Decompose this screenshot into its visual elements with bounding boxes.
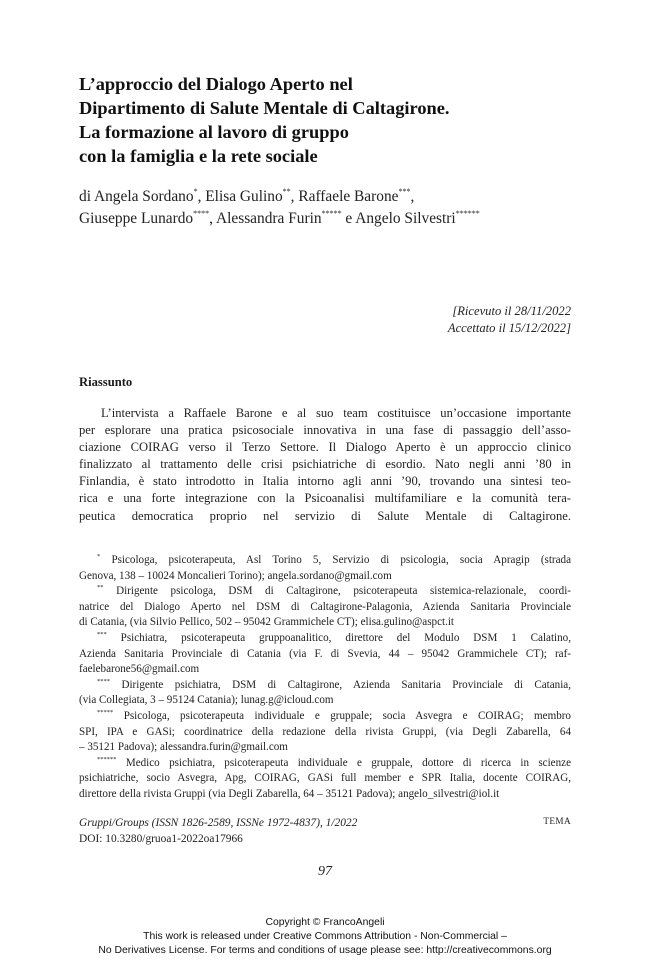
article-title	[79, 72, 579, 168]
author-footnotes	[79, 553, 571, 803]
author-conjunction: e	[341, 210, 356, 227]
footnote	[79, 756, 571, 803]
footnote-mark: ****	[97, 677, 110, 685]
footnote-line: Genova, 138 – 10024 Moncalieri Torino); angela.sordano@gmail.com	[79, 569, 392, 582]
abstract-body	[79, 405, 571, 525]
journal-citation: Gruppi/Groups (ISSN 1826-2589, ISSNe 1972-4837), 1/2022	[79, 817, 358, 829]
author-footnote-mark: **	[282, 187, 291, 196]
footnote	[79, 678, 571, 709]
footnote-line: Azienda Sanitaria Provinciale di Catania (via F. di Svevia, 44 – 95042 Grammichele CT); raf-	[79, 647, 571, 660]
author-line: Giuseppe Lunardo****, Alessandra Furin***** e Angelo Silvestri******	[79, 209, 480, 227]
footnote-line: SPI, IPA e GASi; coordinatrice della redazione della rivista Gruppi, (via Degli Zabarella, 64	[79, 725, 571, 738]
author-byline	[79, 186, 579, 230]
footnote-line: faelebarone56@gmail.com	[79, 663, 200, 676]
footnote-text: Psichiatra, psicoterapeuta gruppoanalitico, direttore del Modulo DSM 1 Calatino,	[120, 631, 571, 644]
author-footnote-mark: *****	[321, 209, 342, 218]
footnote-text: Medico psichiatra, psicoterapeuta individuale e gruppale, dottore di ricerca in scienze	[125, 756, 571, 769]
footnote-line	[79, 584, 571, 600]
abstract-heading: Riassunto	[79, 375, 133, 389]
abstract-line: finalizzato al trattamento delle crisi psichiatriche di esordio. Nato negli anni ’80 in	[79, 457, 571, 472]
title-line: con la famiglia e la rete sociale	[79, 146, 318, 166]
footnote-line	[79, 756, 571, 772]
title-line: Dipartimento di Salute Mentale di Caltagirone.	[79, 98, 450, 118]
author-name: Angela Sordano	[93, 188, 194, 205]
author-name: Giuseppe Lunardo	[79, 210, 194, 227]
footnote-text: Psicologa, psicoterapeuta, Asl Torino 5, Servizio di psicologia, socia Apragip (strada	[111, 554, 571, 566]
license-notice	[0, 916, 650, 957]
author-name: Alessandra Furin	[215, 210, 322, 227]
footnote-line: (via Collegiata, 3 – 95124 Catania); lunag.g@icloud.com	[79, 694, 334, 707]
author-footnote-mark: *	[193, 187, 198, 196]
footnote-line: psichiatriche, socio Asvegra, Apg, COIRAG, GASi full member e SPR Italia, docente COIRAG,	[79, 772, 571, 785]
byline-prefix: di	[79, 188, 94, 205]
footnote-text: Psicologa, psicoterapeuta individuale e gruppale; socia Asvegra e COIRAG; membro	[123, 709, 571, 722]
footnote-mark: **	[97, 584, 104, 592]
abstract-line: peutica democratica proprio nel servizio di Salute Mentale di Caltagirone.	[79, 508, 571, 523]
license-line: No Derivatives License. For terms and conditions of usage please see: http://creativecommons.org	[98, 944, 552, 956]
footnote	[79, 584, 571, 631]
footnote-line: direttore della rivista Gruppi (via Degli Zabarella, 64 – 35121 Padova); angelo_silvestri@iol.it	[79, 787, 500, 800]
author-name: Angelo Silvestri	[355, 210, 456, 227]
footnote	[79, 553, 571, 584]
page-number: 97	[318, 864, 332, 879]
footnote-line: natrice del Dialogo Aperto nel DSM di Caltagirone-Palagonia, Azienda Sanitaria Provinciale	[79, 600, 571, 613]
author-name: Raffaele Barone	[298, 188, 399, 205]
accepted-date: Accettato il 15/12/2022]	[447, 321, 571, 335]
footnote	[79, 631, 571, 678]
author-line: di Angela Sordano*, Elisa Gulino**, Raffaele Barone***,	[79, 187, 415, 205]
submission-dates	[448, 303, 571, 337]
footnote-mark: *	[97, 553, 101, 560]
footnote-line	[79, 553, 571, 569]
author-footnote-mark: ***	[398, 187, 411, 196]
title-line: L’approccio del Dialogo Aperto nel	[79, 74, 353, 94]
footnote-line: di Catania, (via Silvio Pellico, 502 – 95042 Grammichele CT); elisa.gulino@aspct.it	[79, 616, 455, 629]
received-date: [Ricevuto il 28/11/2022	[452, 304, 571, 318]
author-footnote-mark: ****	[193, 209, 210, 218]
author-name: Elisa Gulino	[205, 188, 283, 205]
abstract-line: ciazione COIRAG verso il Terzo Settore. Il Dialogo Aperto è un approccio clinico	[79, 440, 571, 455]
footnote-mark: ***	[97, 630, 107, 638]
footnote-mark: ******	[97, 755, 117, 763]
footnote-line	[79, 678, 571, 694]
copyright-line: Copyright © FrancoAngeli	[265, 917, 385, 928]
license-line: This work is released under Creative Commons Attribution - Non-Commercial –	[143, 930, 507, 942]
title-line: La formazione al lavoro di gruppo	[79, 122, 349, 142]
abstract-line: rica e una forte integrazione con la Psicoanalisi multifamiliare e la comunità tera-	[79, 491, 571, 506]
abstract-line: Finlandia, è stato introdotto in Italia intorno agli anni ’90, trovando una sintesi teo-	[79, 474, 571, 489]
abstract-line: per esplorare una pratica psicosociale innovativa in una fase di passaggio dell’asso-	[79, 423, 571, 438]
doi-label: DOI: 10.3280/gruoa1-2022oa17966	[79, 833, 243, 845]
footnote-line	[79, 631, 571, 647]
footnote-line	[79, 709, 571, 725]
footnote-mark: *****	[97, 708, 114, 716]
footnote-line: – 35121 Padova); alessandra.furin@gmail.com	[79, 741, 288, 754]
footnote-text: Dirigente psichiatra, DSM di Caltagirone, Azienda Sanitaria Provinciale di Catania,	[121, 678, 571, 691]
section-label: TEMA	[543, 816, 571, 826]
footnote-text: Dirigente psicologa, DSM di Caltagirone, psicoterapeuta sistemica-relazionale, coordi-	[116, 585, 571, 598]
author-footnote-mark: ******	[455, 209, 480, 218]
footnote	[79, 709, 571, 756]
abstract-line: L’intervista a Raffaele Barone e al suo team costituisce un’occasione importante	[101, 406, 571, 420]
